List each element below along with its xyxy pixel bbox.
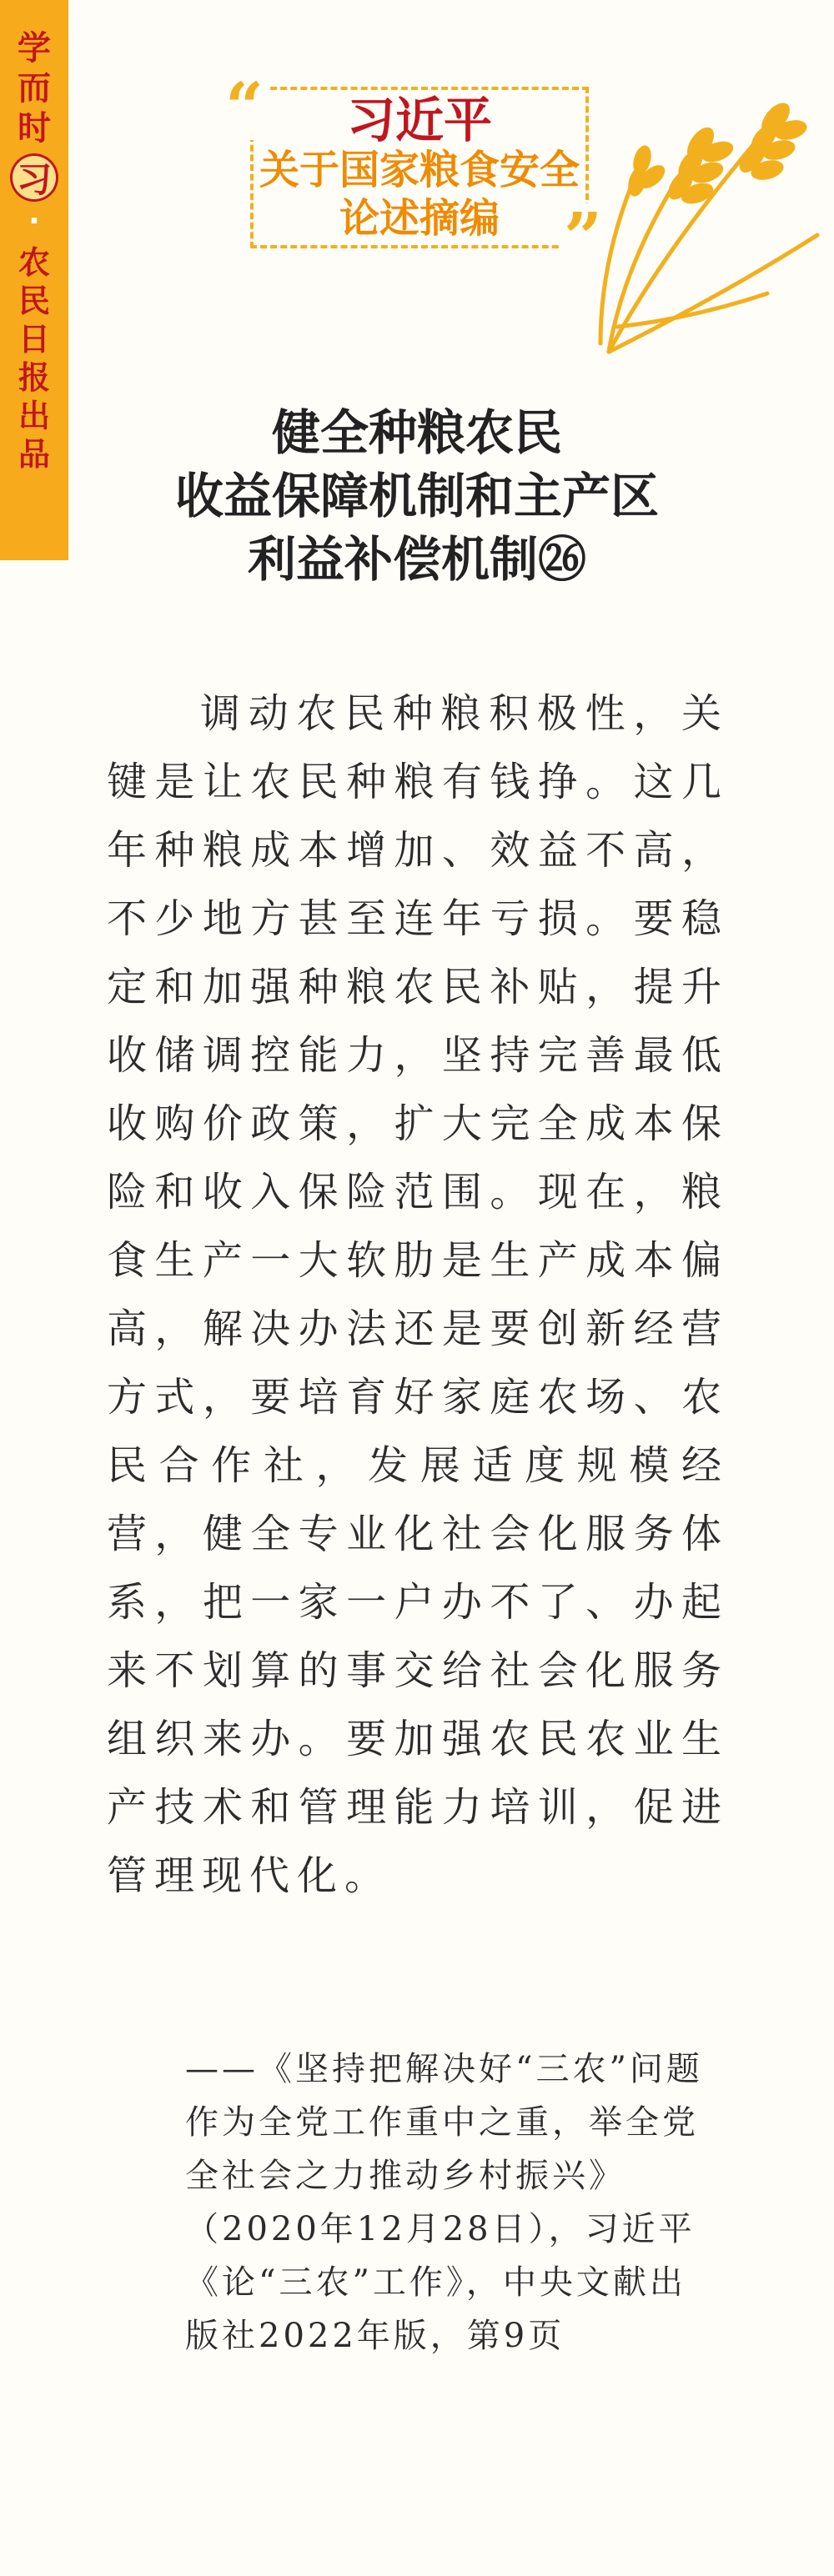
side-tab-char: 民 <box>18 283 50 319</box>
article-title-line2: 收益保障机制和主产区 <box>174 468 659 524</box>
side-tab-char: 而 <box>18 69 51 108</box>
xi-badge: 习 <box>10 153 58 202</box>
wheat-icon <box>575 43 826 360</box>
open-quote-icon: “ <box>222 73 267 140</box>
close-quote-icon: ” <box>560 203 605 270</box>
source-citation: ——《坚持把解决好“三农”问题作为全党工作重中之重，举全党全社会之力推动乡村振兴》（2020年12月28日），习近平《论“三农”工作》，中央文献出版社2022年版，第9页 <box>185 2050 703 2355</box>
side-tab-dot: · <box>28 204 40 238</box>
side-tab-char: 农 <box>18 244 50 281</box>
header-subtitle-line2: 论述摘编 <box>339 195 500 242</box>
side-tab-char: 时 <box>18 109 51 148</box>
side-tab-char: 品 <box>18 436 50 473</box>
header-subtitle-line1: 关于国家粮食安全 <box>259 147 580 193</box>
article-title-line1: 健全种粮农民 <box>271 404 562 461</box>
body-paragraph: 调动农民种粮积极性，关键是让农民种粮有钱挣。这几年种粮成本增加、效益不高，不少地方甚至连年亏损。要稳定和加强种粮农民补贴，提升收储调控能力，坚持完善最低收购价政策，扩大完全成本保险和收入保险范围。现在，粮食生产一大软肋是生产成本偏高，解决办法还是要创新经营方式，要培育好家庭农场、农民合作社，发展适度规模经营，健全专业化社会化服务体系，把一家一户办不了、办起来不划算的事交给社会化服务组织来办。要加强农民农业生产技术和管理能力培训，促进管理现代化。 <box>107 690 729 1899</box>
side-tab-char: 学 <box>18 29 51 68</box>
side-tab-char: 报 <box>18 359 50 396</box>
article-title-line3: 利益补偿机制㉖ <box>247 531 586 588</box>
header-name: 习近平 <box>346 92 492 148</box>
side-tab-char: 日 <box>18 321 50 358</box>
side-tab-char: 出 <box>18 398 50 434</box>
